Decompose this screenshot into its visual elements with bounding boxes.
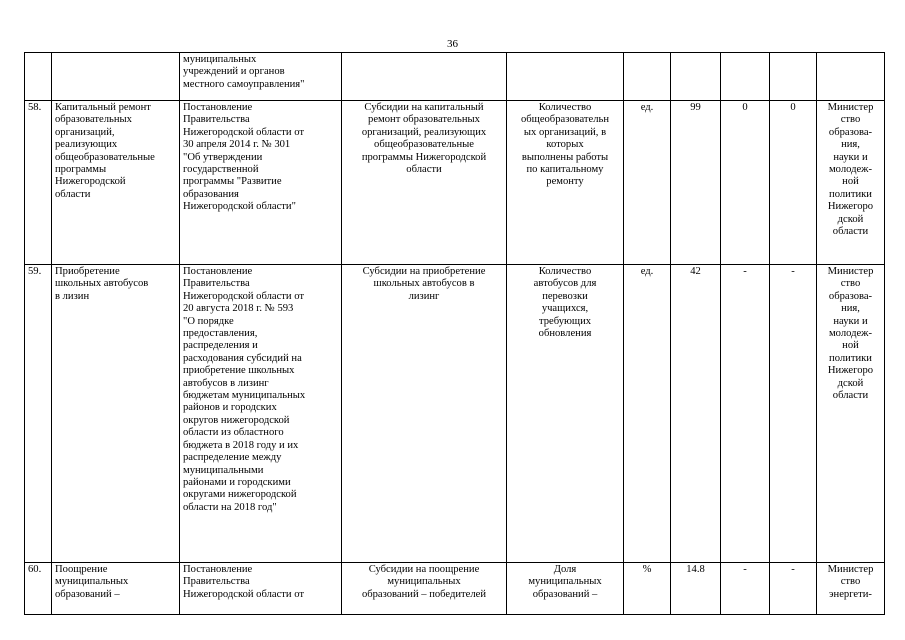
measure-name-cell: [52, 53, 180, 101]
legal-basis-cell: Постановление Правительства Нижегородской области от: [180, 563, 342, 615]
indicator-cell: Количество автобусов для перевозки учащихся, требующих обновления: [507, 265, 624, 563]
value-1-cell: 14.8: [671, 563, 721, 615]
measures-table: [24, 52, 885, 615]
measure-name-cell: Поощрение муниципальных образований –: [52, 563, 180, 615]
value-3-cell: [770, 53, 817, 101]
responsible-cell: Министер ство образова- ния, науки и молодеж- ной политики Нижегоро дской области: [817, 101, 885, 265]
value-2-cell: [721, 53, 770, 101]
value-3-cell: -: [770, 265, 817, 563]
value-1-cell: [671, 53, 721, 101]
responsible-cell: [817, 53, 885, 101]
measure-name-cell: Приобретение школьных автобусов в лизин: [52, 265, 180, 563]
value-2-cell: -: [721, 265, 770, 563]
support-type-cell: Субсидии на приобретение школьных автобусов в лизинг: [342, 265, 507, 563]
row-number-cell: [25, 53, 52, 101]
page-number: 36: [447, 38, 458, 50]
support-type-cell: Субсидии на капитальный ремонт образовательных организаций, реализующих общеобразовательные программы Нижегородской области: [342, 101, 507, 265]
legal-basis-cell: Постановление Правительства Нижегородской области от 30 апреля 2014 г. № 301 "Об утверждении государственной программы "Развитие образования Нижегородской области": [180, 101, 342, 265]
legal-basis-cell: муниципальных учреждений и органов местного самоуправления": [180, 53, 342, 101]
table-row: [25, 101, 885, 265]
indicator-cell: Количество общеобразовательн ых организаций, в которых выполнены работы по капитальному ремонту: [507, 101, 624, 265]
indicator-cell: [507, 53, 624, 101]
support-type-cell: Субсидии на поощрение муниципальных образований – победителей: [342, 563, 507, 615]
row-number-cell: 59.: [25, 265, 52, 563]
unit-cell: [624, 53, 671, 101]
unit-cell: ед.: [624, 101, 671, 265]
support-type-cell: [342, 53, 507, 101]
value-1-cell: 42: [671, 265, 721, 563]
legal-basis-cell: Постановление Правительства Нижегородской области от 20 августа 2018 г. № 593 "О порядке предоставления, распределения и расходования субсидий на приобретение школьных автобусов в лизинг бюджетам муниципальных районов и городских округов нижегородской области из областного бюджета в 2018 году и их распределение между муниципальными районами и городскими округами нижегородской области на 2018 год": [180, 265, 342, 563]
value-3-cell: -: [770, 563, 817, 615]
row-number-cell: 58.: [25, 101, 52, 265]
table-row: [25, 53, 885, 101]
table-row: [25, 563, 885, 615]
row-number-cell: 60.: [25, 563, 52, 615]
value-3-cell: 0: [770, 101, 817, 265]
unit-cell: ед.: [624, 265, 671, 563]
value-2-cell: -: [721, 563, 770, 615]
responsible-cell: Министер ство энергети-: [817, 563, 885, 615]
measure-name-cell: Капитальный ремонт образовательных организаций, реализующих общеобразовательные программы Нижегородской области: [52, 101, 180, 265]
value-1-cell: 99: [671, 101, 721, 265]
table-row: [25, 265, 885, 563]
responsible-cell: Министер ство образова- ния, науки и молодеж- ной политики Нижегоро дской области: [817, 265, 885, 563]
indicator-cell: Доля муниципальных образований –: [507, 563, 624, 615]
value-2-cell: 0: [721, 101, 770, 265]
unit-cell: %: [624, 563, 671, 615]
